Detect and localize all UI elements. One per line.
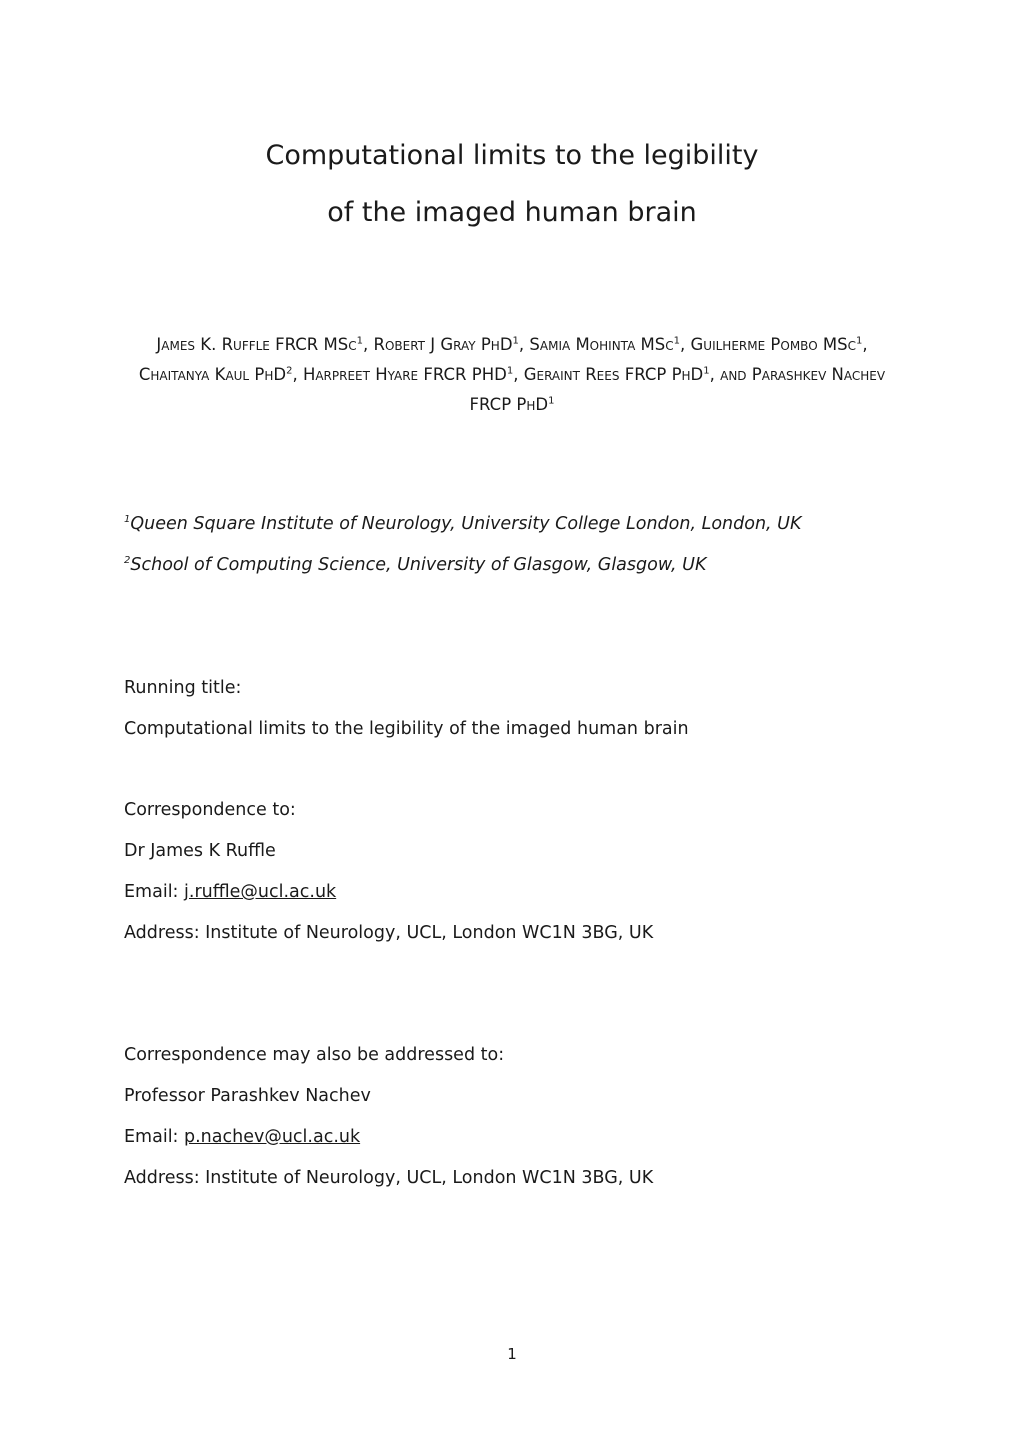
author: Harpreet Hyare FRCR PHD$^1$, [302,365,524,384]
email-link[interactable]: p.nachev@ucl.ac.uk [184,1127,361,1147]
page-number: 1 [507,1345,517,1363]
secondary-correspondence-email-line [124,1127,360,1147]
secondary-correspondence-address: Address: Institute of Neurology, UCL, London WC1N 3BG, UK [124,1168,654,1188]
secondary-correspondence-name: Professor Parashkev Nachev [124,1086,371,1106]
running-title-label: Running title: [124,678,242,698]
author: Chaitanya Kaul PhD$^2$, [138,365,303,384]
correspondence-address: Address: Institute of Neurology, UCL, London WC1N 3BG, UK [124,923,654,943]
affiliation-text: School of Computing Science, University of Glasgow, Glasgow, UK [130,555,707,575]
correspondence-label: Correspondence to: [124,800,296,820]
author: Guilherme Pombo MSc$^1$, [690,335,868,354]
running-title-text: Computational limits to the legibility of the imaged human brain [124,719,689,739]
affiliation-1 [124,514,801,534]
author-list [130,330,894,420]
email-label: Email: [124,882,185,902]
author: Samia Mohinta MSc$^1$, [529,335,691,354]
author: Parashkev Nachev FRCP PhD$^1$ [469,365,886,414]
affiliation-2 [124,555,706,575]
paper-title-line-1: Computational limits to the legibility [265,140,759,171]
author: Robert J Gray PhD$^1$, [373,335,530,354]
affiliation-text: Queen Square Institute of Neurology, University College London, London, UK [130,514,802,534]
email-label: Email: [124,1127,185,1147]
email-link[interactable]: j.ruffle@ucl.ac.uk [184,882,337,902]
affiliation-number: 1 [124,514,131,526]
secondary-correspondence-label: Correspondence may also be addressed to: [124,1045,505,1065]
author: Geraint Rees FRCP PhD$^1$, and [523,365,752,384]
affiliation-number: 2 [124,555,131,567]
paper-title-line-2: of the imaged human brain [327,197,697,228]
correspondence-email-line [124,882,336,902]
correspondence-name: Dr James K Ruffle [124,841,276,861]
author: James K. Ruffle FRCR MSc$^1$, [156,335,374,354]
